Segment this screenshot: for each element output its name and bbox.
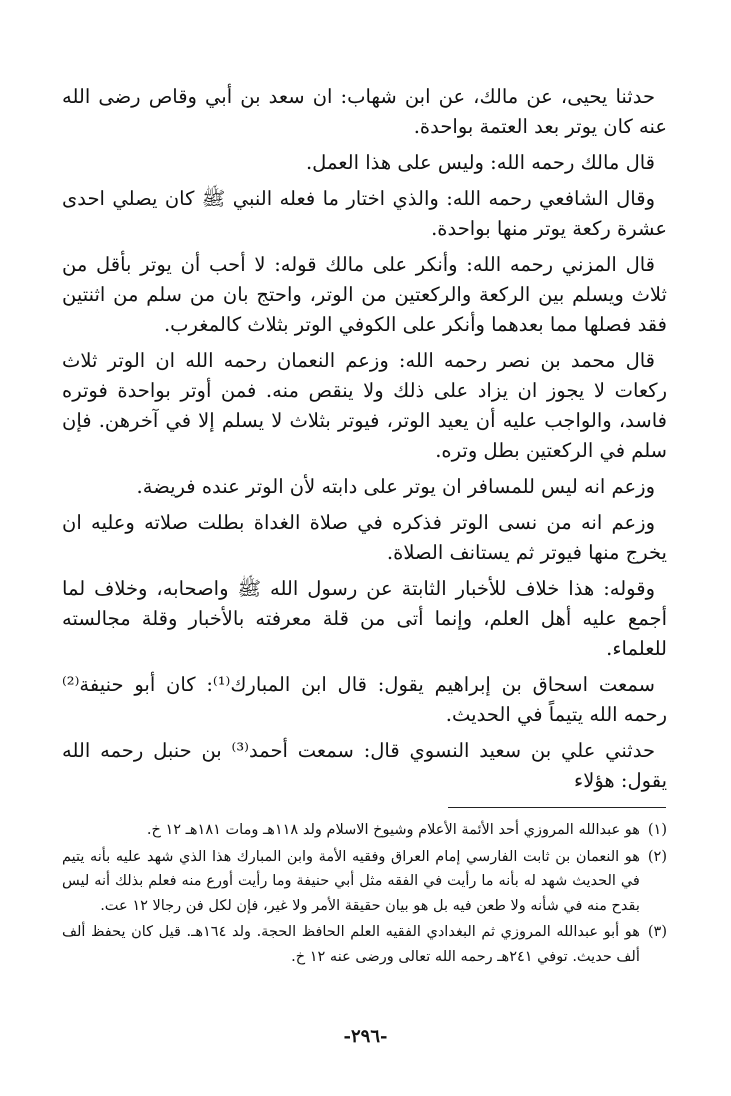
paragraph: قال محمد بن نصر رحمه الله: وزعم النعمان رحمه الله ان الوتر ثلاث ركعات لا يجوز ان يزاد على ذلك ولا ينقص منه. فمن أوتر بواحدة فوتره فاسد، والواجب عليه أن يعيد الوتر، فيوتر بثلاث لا يسلم إلا في آخرهن. فإن سلم في الركعتين بطل وتره. <box>62 349 667 462</box>
paragraph: قال المزني رحمه الله: وأنكر على مالك قوله: لا أحب أن يوتر بأقل من ثلاث ويسلم بين الركعة والركعتين من الوتر، واحتج بان من سلم من اثنتين فقد فصلها مما بعدهما وأنكر على الكوفي الوتر بثلاث كالمغرب. <box>62 253 667 336</box>
footnote-text: هو أبو عبدالله المروزي ثم البغدادي الفقيه العلم الحافظ الحجة. ولد ١٦٤هـ. قيل كان يحفظ ألف ألف حديث. توفي ٢٤١هـ رحمه الله تعالى ورضى عنه ١٢ خ. <box>62 924 640 965</box>
paragraph: قال مالك رحمه الله: وليس على هذا العمل. <box>305 151 655 174</box>
footnote <box>62 818 667 843</box>
footnote-divider <box>448 807 666 808</box>
paragraph: وزعم انه من نسى الوتر فذكره في صلاة الغداة بطلت صلاته وعليه ان يخرج منها فيوتر ثم يستانف الصلاة. <box>62 511 667 564</box>
paragraph: حدثني علي بن سعيد النسوي قال: سمعت أحمد⁽³⁾ بن حنبل رحمه الله يقول: هؤلاء <box>62 739 667 792</box>
footnotes <box>62 818 667 971</box>
footnote-text: هو عبدالله المروزي أحد الأئمة الأعلام وشيوخ الاسلام ولد ١١٨هـ ومات ١٨١هـ ١٢ خ. <box>146 822 640 838</box>
footnote-number: (١) <box>647 822 667 838</box>
footnote-number: (٣) <box>647 924 667 940</box>
paragraph: وقال الشافعي رحمه الله: والذي اختار ما فعله النبي ﷺ كان يصلي احدى عشرة ركعة يوتر منها بواحدة. <box>62 187 667 240</box>
footnote <box>62 920 667 969</box>
paragraph: وزعم انه ليس للمسافر ان يوتر على دابته لأن الوتر عنده فريضة. <box>136 475 655 498</box>
footnote-number: (٢) <box>647 848 667 865</box>
page-number: -٢٩٦- <box>343 1026 388 1047</box>
paragraph: سمعت اسحاق بن إبراهيم يقول: قال ابن المبارك⁽¹⁾: كان أبو حنيفة⁽²⁾ رحمه الله يتيماً في الحديث. <box>62 673 667 726</box>
paragraph: حدثنا يحيى، عن مالك، عن ابن شهاب: ان سعد بن أبي وقاص رضى الله عنه كان يوتر بعد العتمة بواحدة. <box>62 85 667 138</box>
footnote-text: هو النعمان بن ثابت الفارسي إمام العراق وفقيه الأمة وابن المبارك هذا الذي شهد عليه بأنه يتيم في الحديث شهد له بأنه ما رأيت في الفقه مثل أبي حنيفة وما رأيت أورع منه فعلم بذلك أنه ليس بقدح منه في شأنه ولا طعن فيه بل هو بيان حقيقة الأمر ولا غير، فإن لكل فن رجالا ١٢ عت. <box>62 848 640 914</box>
footnote <box>62 845 667 919</box>
main-text <box>62 82 667 802</box>
paragraph: وقوله: هذا خلاف للأخبار الثابتة عن رسول الله ﷺ واصحابه، وخلاف لما أجمع عليه أهل العلم، وإنما أتى من قلة معرفته بالأخبار وقلة مجالسته للعلماء. <box>62 577 667 660</box>
